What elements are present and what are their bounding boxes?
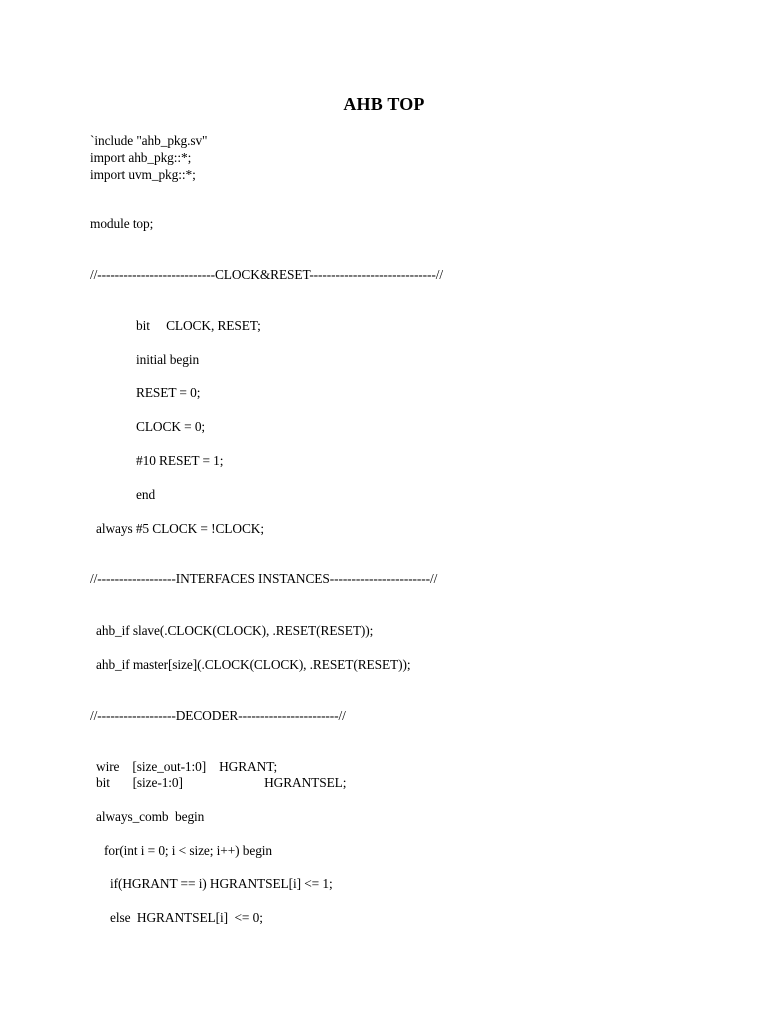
code-line-bit-decl: bit CLOCK, RESET; [136, 318, 261, 333]
code-line-include: `include "ahb_pkg.sv" [90, 133, 208, 148]
code-line-end: end [136, 487, 156, 502]
page-title: AHB TOP [343, 94, 425, 114]
code-line-decoder-comment: //------------------DECODER-----------------------// [90, 708, 346, 723]
code-line-for-loop: for(int i = 0; i < size; i++) begin [104, 843, 273, 858]
code-line-reset-one: #10 RESET = 1; [136, 453, 224, 468]
code-line-always-clock: always #5 CLOCK = !CLOCK; [96, 521, 264, 536]
code-line-import-uvm: import uvm_pkg::*; [90, 167, 196, 182]
code-line-import-ahb: import ahb_pkg::*; [90, 150, 192, 165]
code-line-else-hgrantsel: else HGRANTSEL[i] <= 0; [110, 910, 263, 925]
code-line-always-comb: always_comb begin [96, 809, 205, 824]
code-line-master-if: ahb_if master[size](.CLOCK(CLOCK), .RESET(RESET)); [96, 657, 411, 672]
code-line-clock-zero: CLOCK = 0; [136, 419, 206, 434]
code-line-initial-begin: initial begin [136, 352, 200, 367]
code-line-if-hgrant: if(HGRANT == i) HGRANTSEL[i] <= 1; [110, 876, 333, 891]
code-line-module: module top; [90, 216, 154, 231]
code-line-wire-hgrant: wire [size_out-1:0] HGRANT; [96, 759, 278, 774]
code-line-slave-if: ahb_if slave(.CLOCK(CLOCK), .RESET(RESET)); [96, 623, 374, 638]
code-line-interfaces-comment: //------------------INTERFACES INSTANCES-----------------------// [90, 571, 438, 586]
code-line-bit-hgrantsel: bit [size-1:0] HGRANTSEL; [96, 775, 347, 790]
code-line-clock-reset-comment: //---------------------------CLOCK&RESET-----------------------------// [90, 267, 443, 282]
code-line-reset-zero: RESET = 0; [136, 385, 201, 400]
